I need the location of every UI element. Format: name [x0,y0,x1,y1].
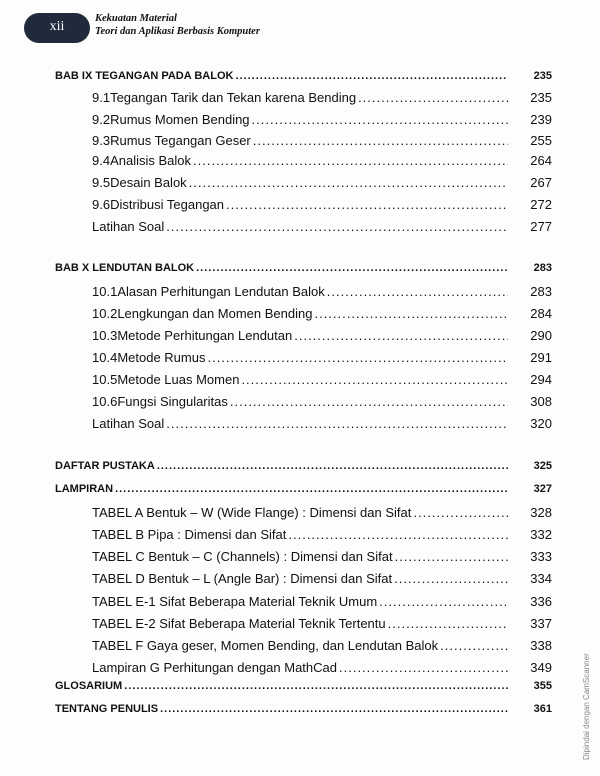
toc-entry-label: BAB IX TEGANGAN PADA BALOK [55,70,234,82]
leader-dots [160,703,508,715]
leader-dots [253,133,508,148]
toc-entry-label: Tegangan Tarik dan Tekan karena Bending [110,90,357,105]
toc-chapter [55,70,510,82]
leader-dots [288,527,508,542]
toc-entry-number: 10.3 [92,328,118,343]
toc-entry-number: 9.5 [92,175,111,190]
toc-entry [92,616,510,631]
page-number: xii [49,19,65,34]
toc-entry-number: 10.1 [92,284,118,299]
toc-entry-number: 9.1 [92,90,111,105]
leader-dots [394,571,508,586]
toc-entry-label: TENTANG PENULIS [55,703,159,715]
toc-entry [92,660,510,675]
header-title-line1: Kekuatan Material [95,13,177,24]
toc-page-number: 284 [530,306,552,321]
leader-dots [339,660,508,675]
toc-entry [92,527,510,542]
toc-entry-number: 10.5 [92,372,118,387]
toc-entry-label: Rumus Momen Bending [110,112,250,127]
leader-dots [235,70,508,82]
toc-chapter [55,262,510,274]
toc-page-number: 337 [530,616,552,631]
leader-dots [193,153,508,168]
toc-entry [92,197,510,212]
toc-entry-number: 9.4 [92,153,111,168]
toc-page-number: 320 [530,416,552,431]
toc-page-number: 255 [530,133,552,148]
leader-dots [379,594,508,609]
toc-page-number: 277 [530,219,552,234]
leader-dots [294,328,508,343]
toc-entry-label: Lampiran G Perhitungan dengan MathCad [92,660,337,675]
leader-dots [395,549,508,564]
leader-dots [358,90,508,105]
toc-chapter [55,460,510,472]
toc-entry-number: 10.6 [92,394,118,409]
toc-page-number: 336 [530,594,552,609]
toc-entry [92,112,510,127]
toc-entry [92,175,510,190]
leader-dots [241,372,508,387]
toc-entry [92,306,510,321]
toc-page-number: 308 [530,394,552,409]
toc-entry-label: TABEL A Bentuk – W (Wide Flange) : Dimensi dan Sifat [92,505,412,520]
toc-entry-label: Analisis Balok [110,153,192,168]
leader-dots [327,284,508,299]
toc-entry [92,394,510,409]
toc-entry [92,153,510,168]
toc-entry-label: Metode Rumus [117,350,206,365]
toc-entry [92,284,510,299]
leader-dots [189,175,508,190]
toc-entry-label: Desain Balok [110,175,187,190]
toc-entry-label: TABEL E-1 Sifat Beberapa Material Teknik Umum [92,594,378,609]
toc-entry-number: 10.4 [92,350,118,365]
header-title-line2: Teori dan Aplikasi Berbasis Komputer [95,26,260,37]
toc-page-number: 264 [530,153,552,168]
toc-entry [92,638,510,653]
toc-entry [92,571,510,586]
toc-page-number: 294 [530,372,552,387]
leader-dots [440,638,508,653]
toc-entry-label: TABEL D Bentuk – L (Angle Bar) : Dimensi dan Sifat [92,571,393,586]
toc-page-number: 327 [533,483,552,495]
toc-chapter [55,483,510,495]
toc-entry [92,219,510,234]
toc-entry [92,549,510,564]
leader-dots [226,197,508,212]
toc-page-number: 334 [530,571,552,586]
leader-dots [207,350,508,365]
leader-dots [124,680,508,692]
toc-entry-label: TABEL B Pipa : Dimensi dan Sifat [92,527,287,542]
toc-page-number: 332 [530,527,552,542]
toc-entry-label: GLOSARIUM [55,680,123,692]
toc-entry [92,90,510,105]
toc-entry [92,505,510,520]
toc-entry-label: Alasan Perhitungan Lendutan Balok [117,284,325,299]
toc-entry [92,416,510,431]
toc-entry-label: Latihan Soal [92,416,165,431]
toc-entry-label: Lengkungan dan Momen Bending [117,306,313,321]
toc-page-number: 291 [530,350,552,365]
toc-entry [92,372,510,387]
toc-page-number: 333 [530,549,552,564]
toc-page-number: 239 [530,112,552,127]
toc-page-number: 325 [533,460,552,472]
scanner-watermark [580,640,594,760]
leader-dots [388,616,508,631]
toc-entry-number: 9.6 [92,197,111,212]
toc-entry-label: Metode Luas Momen [117,372,240,387]
toc-chapter [55,680,510,692]
toc-page-number: 272 [530,197,552,212]
scanner-watermark-text: Dipindai dengan CamScanner [582,653,591,760]
leader-dots [230,394,508,409]
leader-dots [413,505,508,520]
toc-page-number: 283 [533,262,552,274]
toc-page-number: 361 [533,703,552,715]
toc-page-number: 235 [533,70,552,82]
leader-dots [115,483,508,495]
toc-page-number: 267 [530,175,552,190]
toc-entry-label: DAFTAR PUSTAKA [55,460,155,472]
leader-dots [314,306,508,321]
toc-page-number: 290 [530,328,552,343]
toc-page-number: 235 [530,90,552,105]
toc-entry-label: TABEL E-2 Sifat Beberapa Material Teknik Tertentu [92,616,386,631]
toc-chapter [55,703,510,715]
leader-dots [166,416,508,431]
toc-entry-number: 10.2 [92,306,118,321]
toc-entry [92,133,510,148]
toc-entry-label: Rumus Tegangan Geser [110,133,251,148]
leader-dots [196,262,508,274]
toc-entry [92,328,510,343]
toc-entry-label: Latihan Soal [92,219,165,234]
toc-entry [92,350,510,365]
toc-page-number: 349 [530,660,552,675]
toc-entry-label: Fungsi Singularitas [117,394,228,409]
toc-page-number: 355 [533,680,552,692]
toc-entry-label: LAMPIRAN [55,483,114,495]
leader-dots [166,219,508,234]
toc-entry-label: BAB X LENDUTAN BALOK [55,262,195,274]
toc-entry-label: TABEL F Gaya geser, Momen Bending, dan Lendutan Balok [92,638,439,653]
toc-page-number: 338 [530,638,552,653]
toc-page-number: 328 [530,505,552,520]
toc-page-number: 283 [530,284,552,299]
toc-entry-number: 9.3 [92,133,111,148]
toc-entry-number: 9.2 [92,112,111,127]
toc-entry-label: Distribusi Tegangan [110,197,225,212]
leader-dots [157,460,508,472]
leader-dots [252,112,508,127]
toc-entry [92,594,510,609]
toc-entry-label: TABEL C Bentuk – C (Channels) : Dimensi dan Sifat [92,549,393,564]
toc-entry-label: Metode Perhitungan Lendutan [117,328,293,343]
